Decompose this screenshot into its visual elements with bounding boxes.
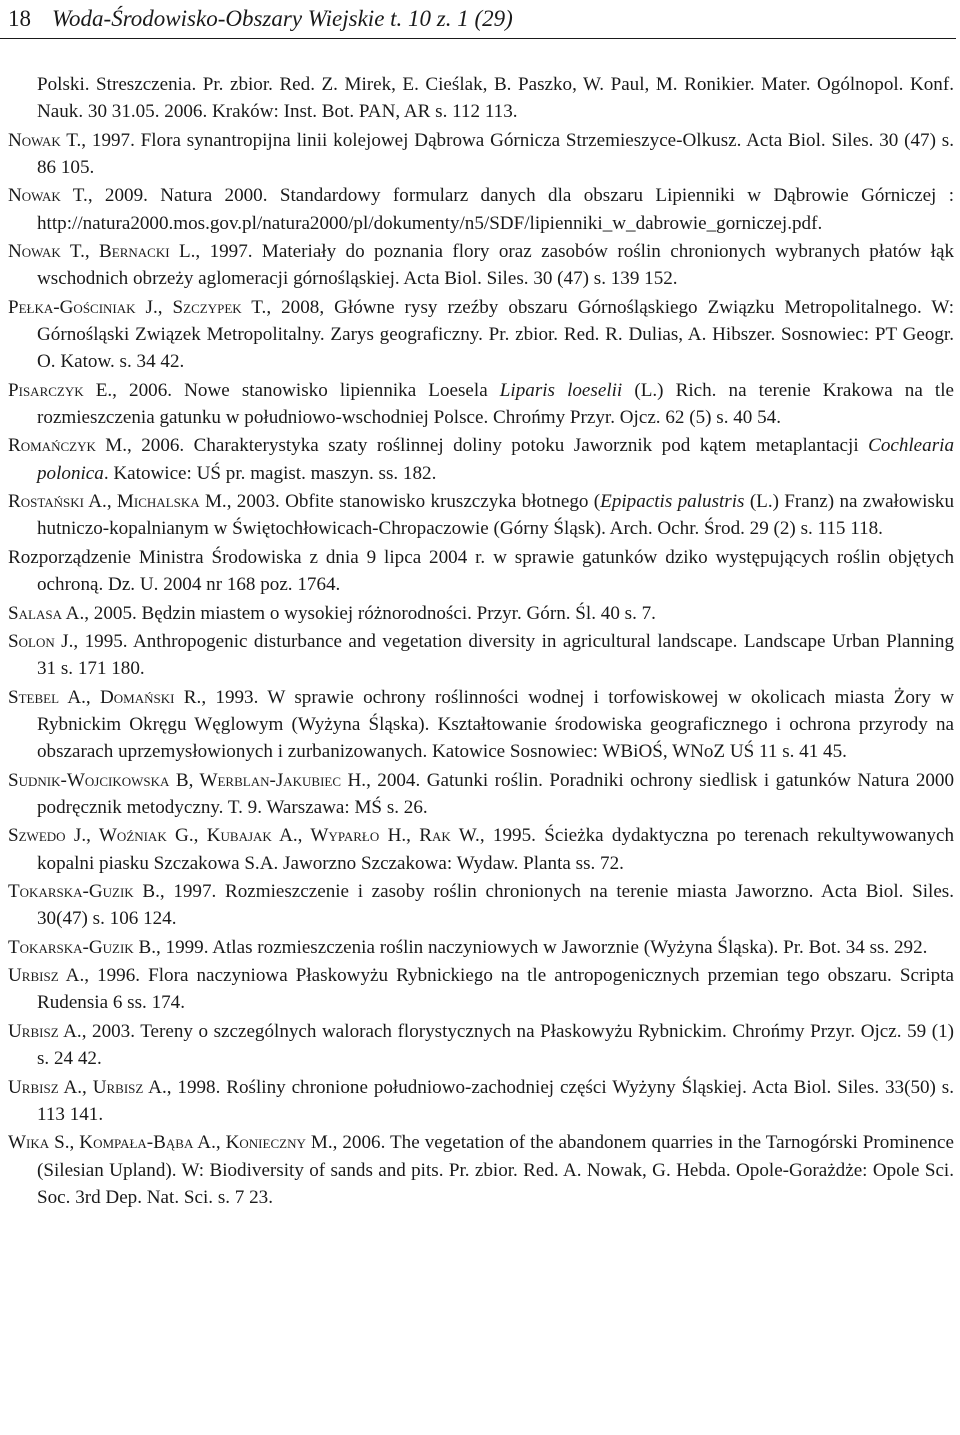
reference-text: , 1997. Flora synantropijna linii kolejowej Dąbrowa Górnicza Strzemieszyce-Olkusz. Acta Biol. Siles. 30 (47) s. 86 105. (37, 129, 954, 178)
reference-text: , 2006. Nowe stanowisko lipiennika Loesela (112, 379, 500, 401)
reference-entry (8, 934, 954, 961)
reference-text: , 2003. Tereny o szczególnych walorach florystycznych na Płaskowyżu Rybnickim. Chrońmy Przyr. Ojcz. 59 (1) s. 24 42. (37, 1020, 954, 1070)
reference-text: , 1995. Anthropogenic disturbance and vegetation diversity in agricultural landscape. Landscape Urban Planning 31 s. 171 180. (37, 631, 954, 680)
reference-entry (8, 684, 954, 766)
reference-entry (8, 1129, 954, 1211)
reference-author: Sudnik-Wojcikowska B, Werblan-Jakubiec H. (8, 769, 367, 791)
reference-author: Wika S., Kompała-Bąba A., Konieczny M. (8, 1132, 333, 1154)
reference-author: Nowak T. (8, 129, 82, 151)
running-header (0, 0, 960, 40)
reference-author: Nowak T., Bernacki L. (8, 241, 196, 263)
reference-text: , 1997. Materiały do poznania flory oraz zasobów roślin chronionych wybranych płatów łąk wschodnich obrzeży aglomeracji górnośląskiej. Acta Biol. Siles. 30 (47) s. 139 152. (37, 241, 955, 290)
reference-entry (8, 600, 954, 627)
reference-text: . Katowice: UŚ pr. magist. maszyn. ss. 182. (103, 462, 437, 484)
reference-entry (8, 432, 954, 486)
reference-text: , 2005. Będzin miastem o wysokiej różnorodności. Przyr. Górn. Śl. 40 s. 7. (84, 602, 656, 624)
reference-text: , 1998. Rośliny chronione południowo-zachodniej części Wyżyny Śląskiej. Acta Biol. Siles. 33(50) s. 113 141. (37, 1076, 955, 1125)
reference-text: (L.) Rich. na terenie Krakowa na tle rozmieszczenia gatunku w południowo-wschodniej Polsce. Chrońmy Przyr. Ojcz. 62 (5) s. 40 54. (37, 379, 955, 428)
running-title: Woda-Środowisko-Obszary Wiejskie t. 10 z. 1 (29) (52, 6, 513, 31)
reference-author: Tokarska-Guzik B. (8, 936, 156, 958)
reference-text: , 1993. W sprawie ochrony roślinności wodnej i torfowiskowej w okolicach miasta Żory w Rybnickim Okręgu Węglowym (Wyżyna Śląska). Kształtowanie środowiska geograficznego i ochrona przyrody na obszarach uprzemysłowionych i zurbanizowanych. Katowice Sosnowiec: WBiOŚ, WNoZ UŚ 11 s. 41 45. (37, 686, 955, 763)
species-name: Epipactis palustris (600, 491, 745, 513)
reference-url[interactable]: http://natura2000.mos.gov.pl/natura2000/pl/dokumenty/n5/SDF/lipienniki_w_dabrowie_gorniczej.pdf. (37, 212, 823, 234)
reference-text: , 2004. Gatunki roślin. Poradniki ochrony siedlisk i gatunków Natura 2000 podręcznik metodyczny. T. 9. Warszawa: MŚ s. 26. (37, 769, 955, 818)
reference-entry (8, 822, 954, 876)
reference-text: , 2006. Charakterystyka szaty roślinnej doliny potoku Jaworznik pod kątem metaplantacji (127, 435, 869, 457)
reference-text: , 2008, Główne rysy rzeźby obszaru Górnośląskiego Związku Metropolitalnego. W: Górnośląski Związek Metropolitalny. Zarys geograficzny. Pr. zbior. Red. R. Dulias, A. Hibszer. Sosnowiec: PT Geogr. O. Katow. s. 34 42. (37, 296, 954, 373)
reference-entry (8, 628, 954, 682)
reference-author: Urbisz A. (8, 1020, 82, 1042)
reference-list (8, 71, 954, 1212)
reference-text: Polski. Streszczenia. Pr. zbior. Red. Z. Mirek, E. Cieślak, B. Paszko, W. Paul, M. Ronikier. Mater. Ogólnopol. Konf. Nauk. 30 31.05. 2006. Kraków: Inst. Bot. PAN, AR s. 112 113. (37, 74, 954, 123)
reference-text: , 1996. Flora naczyniowa Płaskowyżu Rybnickiego na tle antropogenicznych przemian tego obszaru. Scripta Rudensia 6 ss. 174. (37, 965, 954, 1014)
reference-author: Tokarska-Guzik B. (8, 881, 160, 903)
reference-author: Urbisz A., Urbisz A. (8, 1076, 167, 1098)
reference-text: , 2003. Obfite stanowisko kruszczyka błotnego ( (226, 491, 601, 513)
reference-text: , 1995. Ścieżka dydaktyczna po terenach rekultywowanych kopalni piasku Szczakowa S.A. Jaworzno Szczakowa: Wydaw. Planta ss. 72. (37, 825, 954, 874)
reference-entry (8, 127, 954, 181)
reference-entry (8, 1018, 954, 1072)
reference-entry (8, 544, 954, 598)
reference-entry (8, 238, 954, 292)
reference-entry (8, 71, 954, 125)
reference-entry (8, 962, 954, 1016)
reference-entry (8, 767, 954, 821)
species-name: Liparis loeselii (499, 379, 623, 401)
reference-entry (8, 1074, 954, 1128)
reference-text: , 1999. Atlas rozmieszczenia roślin naczyniowych w Jaworznie (Wyżyna Śląska). Pr. Bot. 34 ss. 292. (155, 936, 928, 958)
reference-text: (L.) Franz) na zwałowisku hutniczo-kopalnianym w Świętochłowicach-Chropaczowie (Górny Śląsk). Arch. Ochr. Środ. 29 (2) s. 115 118. (37, 491, 955, 540)
reference-entry (8, 182, 954, 236)
reference-entry (8, 878, 954, 932)
reference-entry (8, 294, 954, 376)
reference-text: , 2009. Natura 2000. Standardowy formularz danych dla obszaru Lipienniki w Dąbrowie Górniczej : (87, 185, 954, 207)
species-name: Cochlearia polonica (37, 435, 954, 484)
reference-author: Nowak T. (8, 185, 88, 207)
reference-entry (8, 377, 954, 431)
reference-author: Romańczyk M. (8, 435, 128, 457)
reference-author: Salasa A. (8, 602, 85, 624)
reference-text: , 2006. The vegetation of the abandonem quarries in the Tarnogórski Prominence (Silesian Upland). W: Biodiversity of sands and pits. Pr. zbior. Red. A. Nowak, G. Hebda. Opole-Gorażdże: Opole Sci. Soc. 3rd Dep. Nat. Sci. s. 7 23. (37, 1132, 955, 1208)
reference-author: Pisarczyk E. (8, 379, 113, 401)
reference-author: Urbisz A. (8, 965, 85, 987)
reference-author: Rostański A., Michalska M. (8, 491, 227, 513)
reference-entry (8, 488, 954, 542)
reference-text: , 1997. Rozmieszczenie i zasoby roślin chronionych na terenie miasta Jaworzno. Acta Biol. Siles. 30(47) s. 106 124. (37, 881, 954, 930)
header-rule (0, 38, 956, 39)
page-number: 18 (8, 6, 31, 31)
reference-author: Pełka-Gościniak J., Szczypek T. (8, 296, 267, 318)
reference-author: Solon J. (8, 631, 74, 653)
reference-author: Szwedo J., Woźniak G., Kubajak A., Wyparło H., Rak W. (8, 825, 480, 847)
reference-text: Rozporządzenie Ministra Środowiska z dnia 9 lipca 2004 r. w sprawie gatunków dziko występujących roślin objętych ochroną. Dz. U. 2004 nr 168 poz. 1764. (8, 546, 954, 596)
reference-author: Stebel A., Domański R. (8, 686, 202, 708)
